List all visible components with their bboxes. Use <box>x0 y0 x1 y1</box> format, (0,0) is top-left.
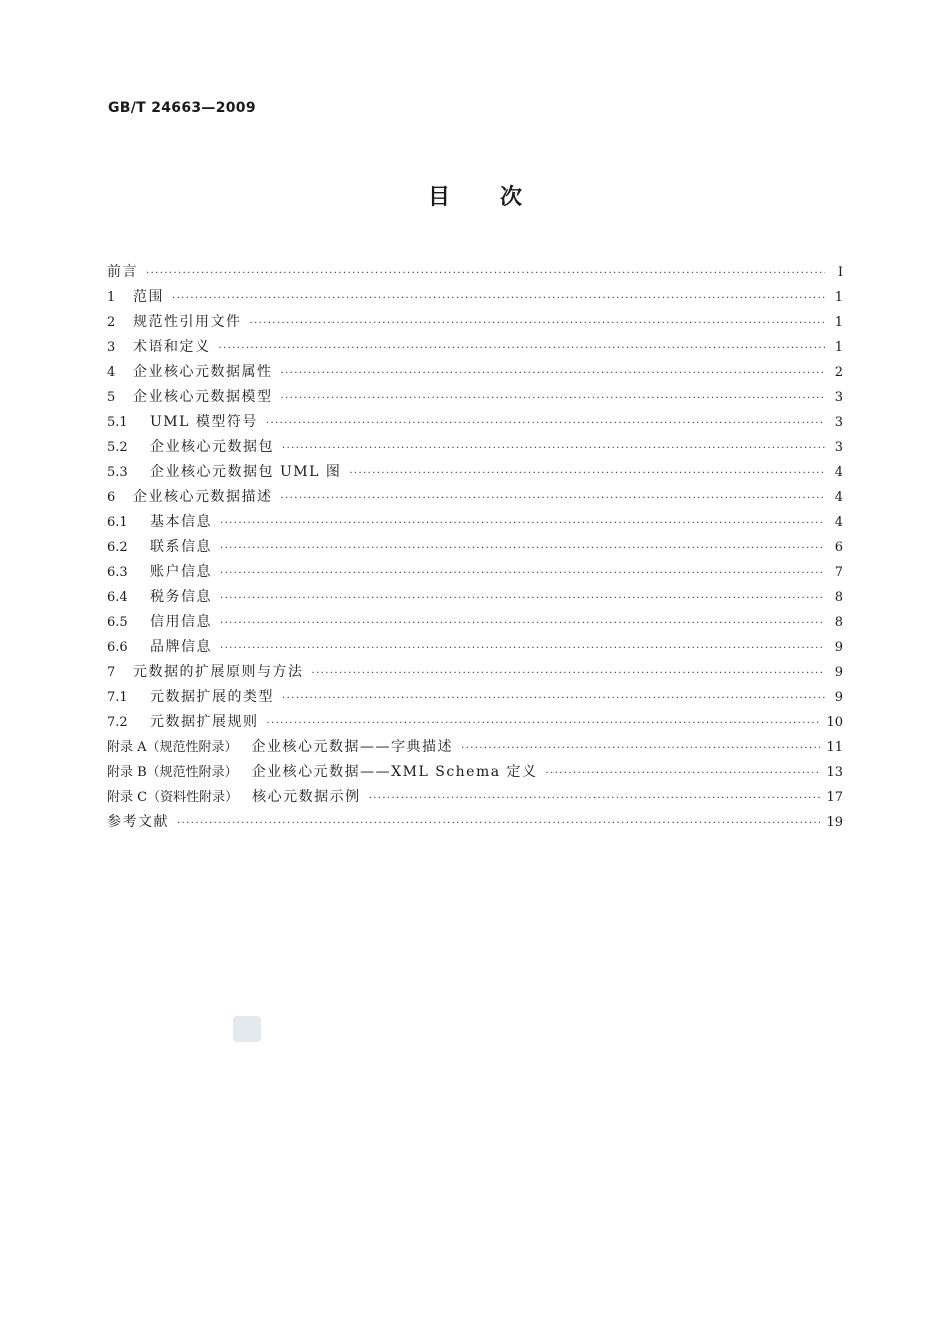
toc-entry-number: 7 <box>107 665 116 680</box>
toc-entry[interactable] <box>107 360 843 385</box>
toc-entry-page: 3 <box>834 390 843 405</box>
toc-entry-title: 术语和定义 <box>133 339 211 355</box>
toc-entry-title: 参考文献 <box>107 814 169 830</box>
toc-entry-title: 企业核心元数据模型 <box>133 389 273 405</box>
toc-entry[interactable] <box>107 585 843 610</box>
toc-entry[interactable] <box>107 785 843 810</box>
toc-entry-title: 企业核心元数据——XML Schema 定义 <box>251 764 538 780</box>
toc-entry-number: 6 <box>107 490 116 505</box>
toc-entry-title: 元数据扩展的类型 <box>150 689 274 705</box>
toc-entry-page: 19 <box>826 815 843 830</box>
toc-entry-title: 规范性引用文件 <box>133 314 242 330</box>
toc-entry-page: 4 <box>834 490 843 505</box>
toc-entry[interactable] <box>107 460 843 485</box>
toc-entry-page: 1 <box>834 290 843 305</box>
dot-leader <box>250 311 826 336</box>
dot-leader <box>281 361 826 386</box>
toc-entry-page: 11 <box>826 740 843 755</box>
dot-leader <box>267 711 821 736</box>
toc-entry-number: 7.2 <box>107 715 128 730</box>
toc-entry[interactable] <box>107 810 843 835</box>
toc-entry-page: 3 <box>834 440 843 455</box>
toc-entry-title: 税务信息 <box>150 589 212 605</box>
dot-leader <box>177 811 820 836</box>
toc-entry-title: 联系信息 <box>150 539 212 555</box>
toc-entry-title: UML 模型符号 <box>150 414 258 430</box>
toc-entry-page: 6 <box>834 540 843 555</box>
toc-entry-page: 17 <box>826 790 843 805</box>
toc-entry-title: 企业核心元数据描述 <box>133 489 273 505</box>
toc-entry-page: 7 <box>834 565 843 580</box>
toc-entry-number: 5.1 <box>107 415 128 430</box>
dot-leader <box>172 286 825 311</box>
toc-entry-title: 账户信息 <box>150 564 212 580</box>
toc-entry-number: 6.2 <box>107 540 128 555</box>
dot-leader <box>282 686 825 711</box>
dot-leader <box>220 611 825 636</box>
toc-entry-page: 8 <box>834 590 843 605</box>
table-of-contents <box>107 260 843 835</box>
standard-number: GB/T 24663—2009 <box>108 100 256 116</box>
toc-entry-number: 5.2 <box>107 440 128 455</box>
toc-entry-page: 1 <box>834 315 843 330</box>
dot-leader <box>281 486 826 511</box>
toc-entry-page: 4 <box>834 465 843 480</box>
dot-leader <box>220 561 825 586</box>
dot-leader <box>220 586 825 611</box>
dot-leader <box>220 636 825 661</box>
toc-entry-title: 企业核心元数据——字典描述 <box>251 739 454 755</box>
toc-entry-page: 2 <box>834 365 843 380</box>
toc-entry-title: 前言 <box>107 264 138 280</box>
toc-entry[interactable] <box>107 660 843 685</box>
toc-entry[interactable] <box>107 410 843 435</box>
sac-logo-icon <box>233 1016 261 1042</box>
toc-entry-title: 企业核心元数据包 <box>150 439 274 455</box>
toc-entry[interactable] <box>107 485 843 510</box>
toc-entry-page: 1 <box>834 340 843 355</box>
dot-leader <box>220 511 825 536</box>
toc-entry-page: 8 <box>834 615 843 630</box>
toc-entry-number: 4 <box>107 365 116 380</box>
dot-leader <box>146 261 825 286</box>
toc-entry[interactable] <box>107 610 843 635</box>
toc-entry-title: 范围 <box>133 289 164 305</box>
dot-leader <box>219 336 826 361</box>
page-title: 目次 <box>427 185 572 210</box>
toc-entry-title: 元数据扩展规则 <box>150 714 259 730</box>
toc-entry-number: 附录 C（资料性附录） <box>107 790 239 805</box>
toc-entry[interactable] <box>107 510 843 535</box>
toc-entry-page: 9 <box>834 665 843 680</box>
dot-leader <box>220 536 825 561</box>
toc-entry[interactable] <box>107 560 843 585</box>
toc-entry[interactable] <box>107 335 843 360</box>
toc-entry-page: 10 <box>826 715 843 730</box>
toc-entry-page: 13 <box>826 765 843 780</box>
dot-leader <box>461 736 820 761</box>
dot-leader <box>369 786 821 811</box>
toc-entry-page: Ⅰ <box>837 265 843 280</box>
toc-entry[interactable] <box>107 260 843 285</box>
toc-entry-title: 基本信息 <box>150 514 212 530</box>
toc-entry-page: 9 <box>834 690 843 705</box>
dot-leader <box>546 761 821 786</box>
toc-entry[interactable] <box>107 435 843 460</box>
toc-entry-page: 9 <box>834 640 843 655</box>
dot-leader <box>282 436 825 461</box>
toc-entry-title: 元数据的扩展原则与方法 <box>133 664 304 680</box>
dot-leader <box>266 411 825 436</box>
toc-entry-title: 企业核心元数据包 UML 图 <box>150 464 342 480</box>
dot-leader <box>281 386 826 411</box>
toc-entry[interactable] <box>107 635 843 660</box>
toc-entry-number: 附录 A（规范性附录） <box>107 740 238 755</box>
toc-entry[interactable] <box>107 285 843 310</box>
dot-leader <box>312 661 826 686</box>
toc-entry-number: 附录 B（规范性附录） <box>107 765 238 780</box>
toc-entry-number: 5.3 <box>107 465 128 480</box>
toc-entry-number: 3 <box>107 340 116 355</box>
toc-entry-title: 核心元数据示例 <box>252 789 361 805</box>
toc-entry-number: 6.3 <box>107 565 128 580</box>
toc-entry[interactable] <box>107 710 843 735</box>
toc-entry-page: 3 <box>834 415 843 430</box>
toc-entry-page: 4 <box>834 515 843 530</box>
toc-entry-number: 7.1 <box>107 690 128 705</box>
toc-entry-number: 6.6 <box>107 640 128 655</box>
toc-entry-title: 企业核心元数据属性 <box>133 364 273 380</box>
toc-entry[interactable] <box>107 760 843 785</box>
toc-entry-title: 品牌信息 <box>150 639 212 655</box>
toc-entry[interactable] <box>107 685 843 710</box>
toc-entry-number: 1 <box>107 290 116 305</box>
toc-entry-number: 6.4 <box>107 590 128 605</box>
toc-entry-number: 5 <box>107 390 116 405</box>
toc-entry[interactable] <box>107 735 843 760</box>
toc-entry-title: 信用信息 <box>150 614 212 630</box>
toc-entry[interactable] <box>107 535 843 560</box>
toc-entry-number: 6.1 <box>107 515 128 530</box>
toc-entry[interactable] <box>107 310 843 335</box>
dot-leader <box>349 461 825 486</box>
toc-entry-number: 2 <box>107 315 116 330</box>
toc-entry-number: 6.5 <box>107 615 128 630</box>
toc-entry[interactable] <box>107 385 843 410</box>
